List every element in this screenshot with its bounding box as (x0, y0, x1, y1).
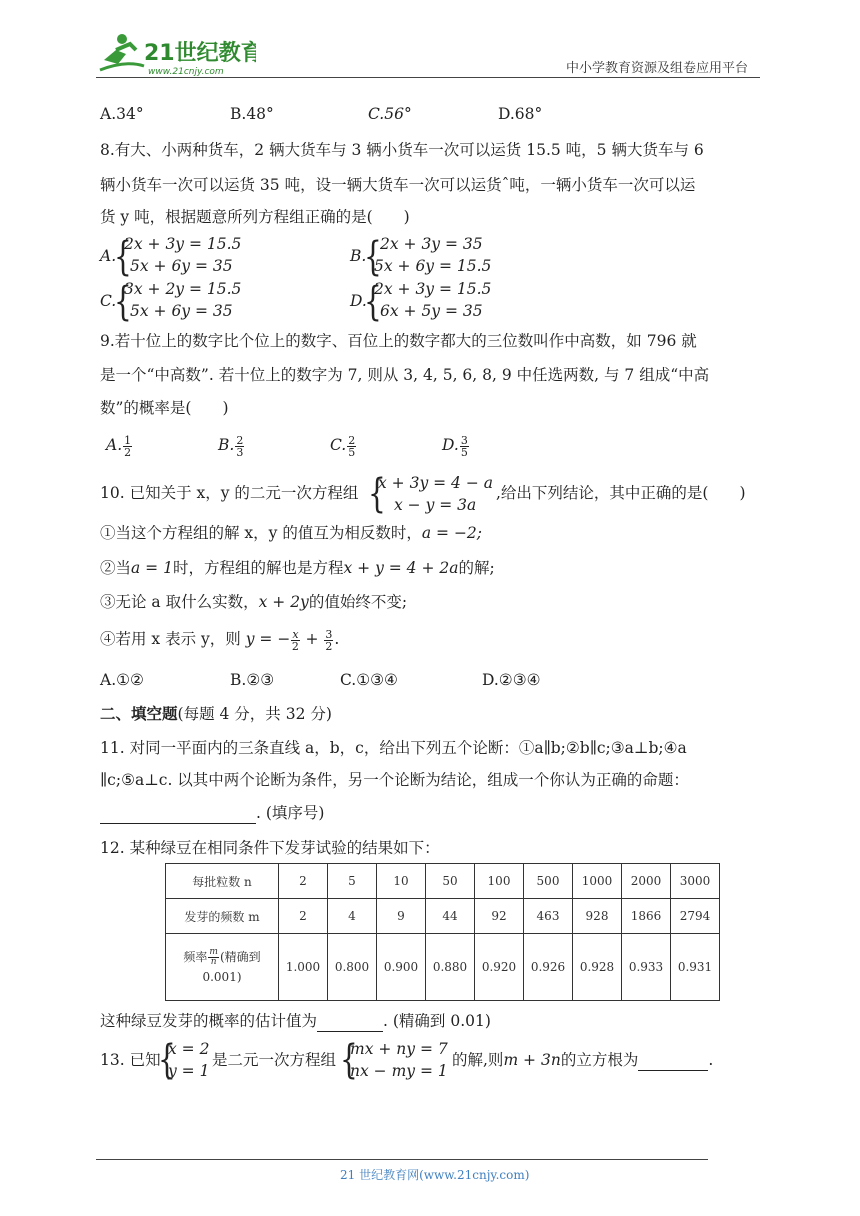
table-cell: 463 (524, 899, 573, 934)
q8-line-2: 辆小货车一次可以运货 35 吨，设一辆大货车一次可以运货ˆ吨，一辆小货车一次可以运 (100, 176, 696, 194)
q9-line-2: 是一个“中高数”. 若十位上的数字为 7, 则从 3, 4, 5, 6, 8, 9 中任选两数, 与 7 组成“中高 (100, 366, 710, 384)
table-cell: 2000 (622, 864, 671, 899)
table-cell: 3000 (671, 864, 720, 899)
svg-text:www.21cnjy.com: www.21cnjy.com (148, 67, 224, 77)
table-row-label: 每批粒数 n (166, 864, 279, 899)
table-cell: 0.928 (573, 934, 622, 1001)
footer-link[interactable]: 21 世纪教育网(www.21cnjy.com) (340, 1168, 530, 1182)
q13-tail: 的解,则m + 3n的立方根为 . (452, 1051, 714, 1069)
table-cell: 2794 (671, 899, 720, 934)
q7-option-a: A.34° (100, 105, 144, 123)
table-cell: 5 (328, 864, 377, 899)
q9-line-1: 9.若十位上的数字比个位上的数字、百位上的数字都大的三位数叫作中高数，如 796 就 (100, 332, 697, 350)
q10-statement-2: ②当a = 1时，方程组的解也是方程x + y = 4 + 2a的解; (100, 559, 495, 577)
table-row (166, 864, 720, 899)
runner-logo-icon (96, 30, 256, 78)
table-cell: 92 (475, 899, 524, 934)
q12-intro: 12. 某种绿豆在相同条件下发芽试验的结果如下： (100, 839, 440, 857)
q7-option-b: B.48° (230, 105, 274, 123)
q10-option-c: C.①③④ (340, 671, 398, 689)
table-cell: 0.920 (475, 934, 524, 1001)
q11-line-3: . (填序号) (100, 802, 324, 824)
q10-statement-1: ①当这个方程组的解 x，y 的值互为相反数时，a = −2; (100, 524, 483, 542)
q10-option-b: B.②③ (230, 671, 275, 689)
table-cell: 0.880 (426, 934, 475, 1001)
germination-table (165, 863, 720, 1001)
q12-question: 这种绿豆发芽的概率的估计值为 . (精确到 0.01) (100, 1012, 491, 1030)
table-cell: 928 (573, 899, 622, 934)
table-cell: 1000 (573, 864, 622, 899)
table-cell: 0.933 (622, 934, 671, 1001)
svg-text:21世纪教育: 21世纪教育 (144, 41, 256, 66)
q10-statement-3: ③无论 a 取什么实数，x + 2y的值始终不变; (100, 593, 408, 611)
q10-prefix: 10. 已知关于 x，y 的二元一次方程组 (100, 484, 359, 502)
table-cell: 4 (328, 899, 377, 934)
table-row-label: 频率 $\frac{m}{n}$ (精确到 0.001) (166, 934, 279, 1001)
table-cell: 10 (377, 864, 426, 899)
q8-line-1: 8.有大、小两种货车，2 辆大货车与 3 辆小货车一次可以运货 15.5 吨，5 辆大货车与 6 (100, 141, 704, 159)
table-row (166, 934, 720, 1001)
table-cell: 500 (524, 864, 573, 899)
table-cell: 100 (475, 864, 524, 899)
site-logo (96, 30, 256, 78)
table-cell: 50 (426, 864, 475, 899)
header-divider (96, 77, 760, 78)
q10-option-d: D.②③④ (482, 671, 541, 689)
q8-line-3: 货 y 吨，根据题意所列方程组正确的是( ) (100, 208, 410, 226)
q13-prefix: 13. 已知 (100, 1051, 161, 1069)
q7-option-c: C.56° (368, 105, 412, 123)
q9-option-b: B. $\frac{2}{3}$ (218, 433, 244, 459)
q13-middle-text: 是二元一次方程组 (212, 1051, 337, 1069)
table-cell: 2 (279, 864, 328, 899)
q11-line-2: ∥c;⑤a⊥c. 以其中两个论断为条件，另一个论断为结论，组成一个你认为正确的命题： (100, 771, 689, 789)
q10-option-a: A.①② (100, 671, 144, 689)
q11-line-1: 11. 对同一平面内的三条直线 a，b，c，给出下列五个论断：①a∥b;②b∥c;③a⊥b;④a (100, 739, 687, 757)
header-platform-text: 中小学教育资源及组卷应用平台 (566, 61, 749, 76)
table-row (166, 899, 720, 934)
section-2-heading: 二、填空题(每题 4 分，共 32 分) (100, 704, 332, 723)
q7-option-d: D.68° (498, 105, 543, 123)
q10-statement-4: ④若用 x 表示 y，则 y = − $\frac{x}{2}$ + $\frac{3}{2}$ . (100, 627, 340, 653)
q9-line-3: 数”的概率是( ) (100, 399, 229, 417)
q10-suffix: ,给出下列结论，其中正确的是( ) (496, 484, 746, 502)
q13-answer-blank[interactable] (638, 1052, 708, 1071)
table-cell: 1.000 (279, 934, 328, 1001)
table-cell: 0.800 (328, 934, 377, 1001)
q11-answer-blank[interactable] (100, 805, 256, 824)
table-row-label: 发芽的频数 m (166, 899, 279, 934)
table-cell: 44 (426, 899, 475, 934)
table-cell: 0.926 (524, 934, 573, 1001)
table-cell: 0.900 (377, 934, 426, 1001)
footer-divider (96, 1159, 708, 1160)
q9-option-c: C. $\frac{2}{5}$ (330, 433, 356, 459)
q12-answer-blank[interactable] (317, 1013, 383, 1032)
table-cell: 2 (279, 899, 328, 934)
table-cell: 0.931 (671, 934, 720, 1001)
q9-option-d: D. $\frac{3}{5}$ (442, 433, 468, 459)
table-cell: 1866 (622, 899, 671, 934)
q9-option-a: A. $\frac{1}{2}$ (106, 433, 132, 459)
table-cell: 9 (377, 899, 426, 934)
